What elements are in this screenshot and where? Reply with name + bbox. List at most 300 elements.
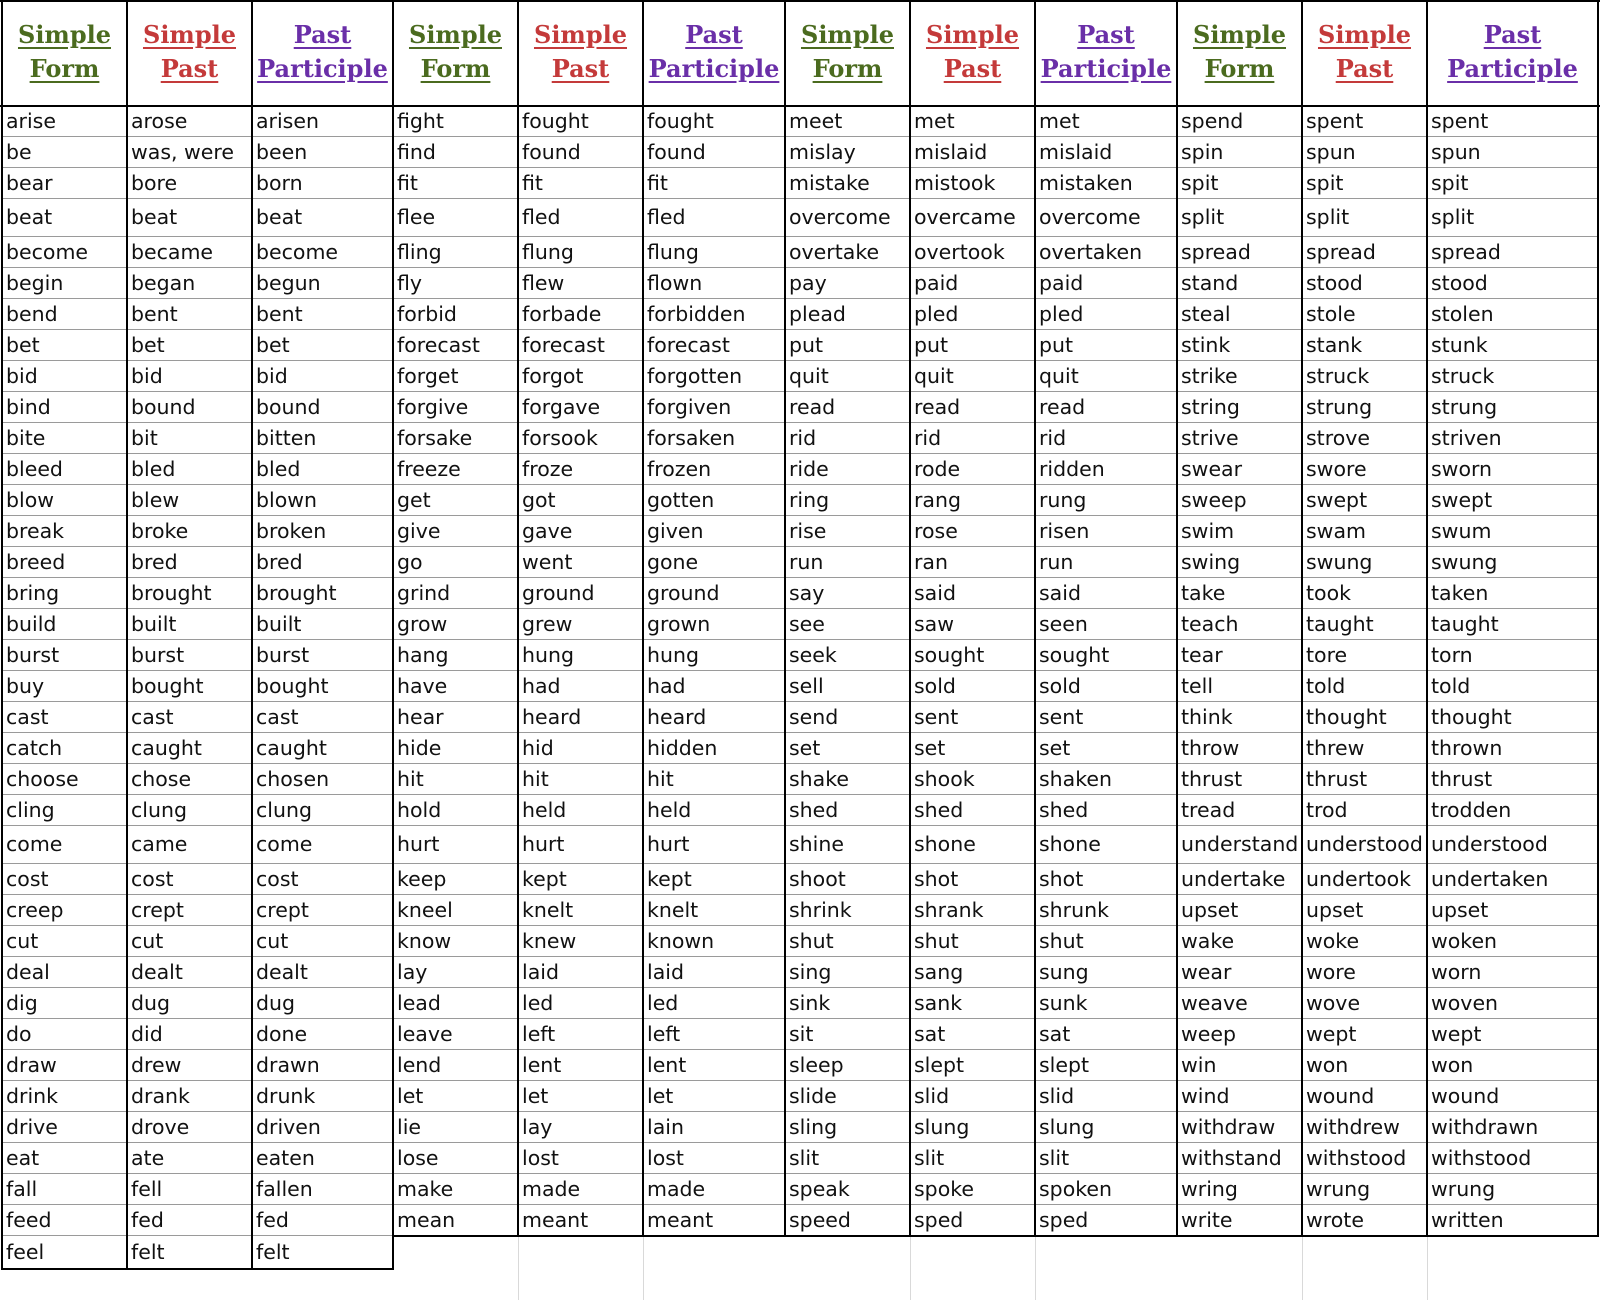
simple-past-cell: lent [522, 1052, 562, 1077]
past-participle-cell: forbidden [647, 301, 746, 326]
past-participle-cell: arisen [256, 108, 319, 133]
simple-form-cell: cast [6, 704, 49, 729]
simple-past-cell: hung [522, 642, 574, 667]
past-participle-cell: held [647, 797, 692, 822]
simple-form-cell: sell [789, 673, 824, 698]
simple-form-cell: creep [6, 897, 64, 922]
simple-form-cell: become [6, 239, 89, 264]
header-line-1: Simple [925, 20, 1019, 49]
simple-form-header [785, 0, 910, 104]
simple-form-cell: make [397, 1176, 454, 1201]
header-line-2: Past [1335, 54, 1394, 83]
past-participle-cell: sent [1039, 704, 1084, 729]
simple-past-cell: mislaid [914, 139, 988, 164]
header-line-2: Form [420, 54, 491, 83]
simple-past-cell: thrust [1306, 766, 1368, 791]
simple-past-cell: shrank [914, 897, 984, 922]
past-participle-cell: spoken [1039, 1176, 1112, 1201]
simple-form-cell: come [6, 832, 63, 856]
simple-past-cell: forsook [522, 425, 598, 450]
past-participle-cell: flown [647, 270, 703, 295]
simple-past-cell: blew [131, 487, 180, 512]
past-participle-cell: written [1431, 1207, 1504, 1232]
simple-past-cell: spent [1306, 108, 1364, 133]
past-participle-cell: forgotten [647, 363, 743, 388]
simple-past-cell: split [1306, 205, 1350, 229]
past-participle-cell: sunk [1039, 990, 1088, 1015]
simple-form-cell: grind [397, 580, 451, 605]
simple-past-cell: dug [131, 990, 171, 1015]
group-bottom-border [784, 1235, 1178, 1237]
simple-form-cell: drink [6, 1083, 59, 1108]
past-participle-cell: met [1039, 108, 1080, 133]
simple-past-cell: sang [914, 959, 964, 984]
past-participle-cell: let [647, 1083, 674, 1108]
simple-past-cell: wound [1306, 1083, 1375, 1108]
past-participle-header [643, 0, 785, 104]
past-participle-cell: said [1039, 580, 1081, 605]
past-participle-cell: dealt [256, 959, 308, 984]
simple-form-cell: begin [6, 270, 64, 295]
simple-past-cell: came [131, 832, 188, 856]
simple-past-cell: shot [914, 866, 959, 891]
simple-form-cell: give [397, 518, 441, 543]
simple-past-cell: threw [1306, 735, 1365, 760]
simple-past-cell: fought [522, 108, 589, 133]
header-line-1: Simple [1317, 20, 1411, 49]
past-participle-cell: clung [256, 797, 312, 822]
simple-past-cell: held [522, 797, 567, 822]
past-participle-cell: spit [1431, 170, 1469, 195]
header-line-1: Simple [1192, 20, 1286, 49]
simple-past-cell: meant [522, 1207, 589, 1232]
simple-past-cell: did [131, 1021, 163, 1046]
past-participle-cell: burst [256, 642, 310, 667]
simple-form-cell: mean [397, 1207, 456, 1232]
header-line-2: Form [29, 54, 100, 83]
simple-past-cell: withstood [1306, 1145, 1407, 1170]
simple-form-cell: have [397, 673, 448, 698]
simple-past-cell: woke [1306, 928, 1360, 953]
simple-form-cell: catch [6, 735, 63, 760]
past-participle-cell: set [1039, 735, 1071, 760]
simple-form-cell: get [397, 487, 431, 512]
past-participle-cell: fit [647, 170, 668, 195]
empty-grid-line [518, 1237, 519, 1300]
simple-past-cell: froze [522, 456, 574, 481]
past-participle-cell: built [256, 611, 302, 636]
empty-grid-line [910, 1237, 911, 1300]
simple-past-cell: wept [1306, 1021, 1357, 1046]
simple-form-cell: understand [1181, 832, 1299, 856]
simple-form-cell: break [6, 518, 65, 543]
past-participle-cell: cut [256, 928, 289, 953]
simple-form-cell: shrink [789, 897, 852, 922]
simple-past-cell: put [914, 332, 949, 357]
simple-past-cell: bought [131, 673, 204, 698]
simple-past-cell: sent [914, 704, 959, 729]
simple-form-cell: seek [789, 642, 837, 667]
past-participle-cell: bitten [256, 425, 317, 450]
past-participle-cell: rung [1039, 487, 1087, 512]
simple-form-cell: bid [6, 363, 38, 388]
simple-form-cell: fit [397, 170, 418, 195]
past-participle-cell: striven [1431, 425, 1502, 450]
past-participle-cell: bred [256, 549, 303, 574]
simple-form-cell: forget [397, 363, 459, 388]
simple-past-cell: won [1306, 1052, 1349, 1077]
simple-past-cell: thought [1306, 704, 1387, 729]
simple-form-cell: put [789, 332, 824, 357]
past-participle-cell: read [1039, 394, 1086, 419]
group-bottom-border [1, 1268, 394, 1270]
simple-past-cell: kept [522, 866, 567, 891]
past-participle-header [1427, 0, 1598, 104]
simple-form-cell: burst [6, 642, 60, 667]
simple-form-cell: be [6, 139, 32, 164]
empty-grid-line [1427, 1237, 1428, 1300]
header-line-1: Simple [408, 20, 502, 49]
simple-past-header [518, 0, 643, 104]
simple-form-cell: buy [6, 673, 45, 698]
past-participle-cell: lent [647, 1052, 687, 1077]
past-participle-cell: hurt [647, 832, 690, 856]
simple-past-cell: slung [914, 1114, 970, 1139]
past-participle-cell: slid [1039, 1083, 1075, 1108]
simple-form-cell: freeze [397, 456, 461, 481]
simple-form-cell: pay [789, 270, 827, 295]
simple-past-cell: stank [1306, 332, 1363, 357]
past-participle-cell: stolen [1431, 301, 1494, 326]
past-participle-cell: broken [256, 518, 327, 543]
simple-form-cell: breed [6, 549, 66, 574]
simple-past-cell: flung [522, 239, 574, 264]
simple-past-cell: drove [131, 1114, 190, 1139]
simple-form-cell: sing [789, 959, 832, 984]
simple-form-cell: sweep [1181, 487, 1247, 512]
past-participle-cell: put [1039, 332, 1074, 357]
simple-past-cell: rose [914, 518, 958, 543]
simple-form-cell: drive [6, 1114, 58, 1139]
header-line-1: Simple [800, 20, 894, 49]
past-participle-cell: run [1039, 549, 1074, 574]
simple-past-cell: sped [914, 1207, 964, 1232]
simple-form-cell: string [1181, 394, 1240, 419]
simple-past-cell: understood [1306, 832, 1423, 856]
simple-past-cell: cut [131, 928, 164, 953]
simple-form-cell: shine [789, 832, 844, 856]
column-divider [909, 0, 911, 1236]
simple-past-cell: drew [131, 1052, 182, 1077]
past-participle-cell: hidden [647, 735, 718, 760]
simple-past-cell: knelt [522, 897, 574, 922]
simple-form-cell: say [789, 580, 825, 605]
past-participle-cell: slept [1039, 1052, 1090, 1077]
past-participle-cell: woken [1431, 928, 1498, 953]
simple-form-cell: undertake [1181, 866, 1286, 891]
simple-form-cell: speed [789, 1207, 851, 1232]
simple-form-cell: tell [1181, 673, 1214, 698]
simple-form-cell: bleed [6, 456, 63, 481]
simple-past-cell: led [522, 990, 554, 1015]
simple-past-cell: said [914, 580, 956, 605]
simple-form-cell: forgive [397, 394, 469, 419]
past-participle-cell: sat [1039, 1021, 1071, 1046]
simple-form-cell: withdraw [1181, 1114, 1276, 1139]
simple-form-cell: slide [789, 1083, 837, 1108]
simple-past-cell: fled [522, 205, 561, 229]
past-participle-cell: crept [256, 897, 309, 922]
simple-past-cell: forgot [522, 363, 584, 388]
past-participle-cell: withstood [1431, 1145, 1532, 1170]
column-divider [1301, 0, 1303, 1236]
past-participle-cell: overcome [1039, 205, 1141, 229]
simple-past-cell: found [522, 139, 581, 164]
simple-form-cell: set [789, 735, 821, 760]
simple-form-cell: build [6, 611, 57, 636]
past-participle-cell: wrung [1431, 1176, 1496, 1201]
simple-form-cell: bend [6, 301, 58, 326]
simple-form-cell: do [6, 1021, 32, 1046]
simple-past-cell: spread [1306, 239, 1376, 264]
past-participle-cell: given [647, 518, 704, 543]
simple-form-cell: cling [6, 797, 55, 822]
simple-form-cell: quit [789, 363, 829, 388]
simple-past-cell: set [914, 735, 946, 760]
simple-past-cell: slept [914, 1052, 965, 1077]
column-divider [784, 0, 786, 1236]
past-participle-cell: drawn [256, 1052, 320, 1077]
past-participle-cell: shot [1039, 866, 1084, 891]
simple-past-cell: gave [522, 518, 573, 543]
past-participle-cell: paid [1039, 270, 1084, 295]
simple-past-cell: slit [914, 1145, 945, 1170]
simple-past-cell: trod [1306, 797, 1348, 822]
simple-past-cell: grew [522, 611, 573, 636]
simple-form-cell: stink [1181, 332, 1231, 357]
simple-past-cell: swept [1306, 487, 1368, 512]
past-participle-cell: beat [256, 205, 303, 229]
past-participle-cell: done [256, 1021, 308, 1046]
column-divider [1426, 0, 1428, 1236]
simple-form-cell: beat [6, 205, 53, 229]
past-participle-cell: fallen [256, 1176, 313, 1201]
simple-form-cell: lead [397, 990, 441, 1015]
simple-form-cell: overcome [789, 205, 891, 229]
simple-past-cell: stole [1306, 301, 1356, 326]
simple-past-cell: took [1306, 580, 1351, 605]
simple-form-cell: bet [6, 332, 40, 357]
past-participle-cell: taken [1431, 580, 1489, 605]
simple-form-cell: weep [1181, 1021, 1237, 1046]
past-participle-cell: swung [1431, 549, 1498, 574]
simple-form-cell: slit [789, 1145, 820, 1170]
simple-form-cell: mislay [789, 139, 856, 164]
past-participle-cell: flung [647, 239, 699, 264]
past-participle-cell: worn [1431, 959, 1482, 984]
simple-past-cell: ran [914, 549, 948, 574]
simple-form-cell: shoot [789, 866, 846, 891]
simple-form-cell: forecast [397, 332, 480, 357]
simple-form-cell: fling [397, 239, 442, 264]
past-participle-cell: laid [647, 959, 684, 984]
past-participle-cell: ground [647, 580, 720, 605]
simple-form-cell: upset [1181, 897, 1239, 922]
simple-past-cell: bore [131, 170, 178, 195]
simple-form-cell: choose [6, 766, 79, 791]
simple-form-cell: meet [789, 108, 843, 133]
simple-form-cell: strike [1181, 363, 1238, 388]
simple-past-cell: hurt [522, 832, 565, 856]
header-line-1: Simple [17, 20, 111, 49]
past-participle-cell: made [647, 1176, 706, 1201]
simple-form-cell: sit [789, 1021, 814, 1046]
column-divider [642, 0, 644, 1236]
simple-form-cell: lend [397, 1052, 442, 1077]
simple-form-header [2, 0, 127, 104]
past-participle-cell: sworn [1431, 456, 1493, 481]
simple-form-cell: forbid [397, 301, 457, 326]
past-participle-cell: overtaken [1039, 239, 1143, 264]
simple-form-cell: dig [6, 990, 38, 1015]
simple-past-cell: caught [131, 735, 202, 760]
past-participle-cell: slit [1039, 1145, 1070, 1170]
simple-form-cell: withstand [1181, 1145, 1282, 1170]
past-participle-cell: born [256, 170, 303, 195]
past-participle-cell: swept [1431, 487, 1493, 512]
past-participle-cell: quit [1039, 363, 1079, 388]
past-participle-cell: shone [1039, 832, 1101, 856]
simple-form-cell: steal [1181, 301, 1231, 326]
past-participle-cell: sped [1039, 1207, 1089, 1232]
simple-past-cell: sat [914, 1021, 946, 1046]
simple-form-cell: let [397, 1083, 424, 1108]
simple-form-cell: bite [6, 425, 46, 450]
simple-past-cell: read [914, 394, 961, 419]
simple-past-cell: upset [1306, 897, 1364, 922]
header-line-1: Simple [142, 20, 236, 49]
past-participle-cell: won [1431, 1052, 1474, 1077]
past-participle-cell: spent [1431, 108, 1489, 133]
simple-past-cell: arose [131, 108, 188, 133]
past-participle-cell: dug [256, 990, 296, 1015]
simple-past-cell: ate [131, 1145, 165, 1170]
simple-form-cell: shut [789, 928, 834, 953]
simple-past-cell: clung [131, 797, 187, 822]
header-line-2: Past [160, 54, 219, 83]
past-participle-cell: known [647, 928, 715, 953]
past-participle-cell: frozen [647, 456, 712, 481]
past-participle-cell: wound [1431, 1083, 1500, 1108]
simple-form-cell: keep [397, 866, 447, 891]
past-participle-cell: driven [256, 1114, 321, 1139]
simple-form-cell: ride [789, 456, 829, 481]
simple-past-cell: strung [1306, 394, 1373, 419]
simple-form-cell: take [1181, 580, 1226, 605]
header-line-2: Past [943, 54, 1002, 83]
past-participle-cell: had [647, 673, 686, 698]
simple-past-cell: taught [1306, 611, 1374, 636]
simple-past-cell: bound [131, 394, 196, 419]
past-participle-cell: shut [1039, 928, 1084, 953]
simple-past-cell: hid [522, 735, 554, 760]
simple-form-cell: see [789, 611, 825, 636]
simple-past-cell: swam [1306, 518, 1366, 543]
past-participle-cell: taught [1431, 611, 1499, 636]
simple-past-cell: spoke [914, 1176, 974, 1201]
past-participle-cell: struck [1431, 363, 1495, 388]
simple-form-cell: fight [397, 108, 444, 133]
past-participle-cell: mistaken [1039, 170, 1133, 195]
past-participle-cell: withdrawn [1431, 1114, 1539, 1139]
simple-form-cell: spin [1181, 139, 1224, 164]
past-participle-cell: felt [256, 1239, 290, 1264]
simple-past-cell: cast [131, 704, 174, 729]
past-participle-cell: fed [256, 1207, 289, 1232]
simple-past-cell: beat [131, 205, 178, 229]
past-participle-cell: bound [256, 394, 321, 419]
past-participle-cell: cost [256, 866, 299, 891]
simple-past-cell: laid [522, 959, 559, 984]
top-border [0, 0, 1600, 2]
past-participle-cell: kept [647, 866, 692, 891]
past-participle-cell: spread [1431, 239, 1501, 264]
simple-form-cell: hurt [397, 832, 440, 856]
simple-past-cell: made [522, 1176, 581, 1201]
past-participle-cell: bid [256, 363, 288, 388]
simple-past-cell: sold [914, 673, 956, 698]
simple-form-cell: spit [1181, 170, 1219, 195]
past-participle-cell: stunk [1431, 332, 1488, 357]
past-participle-cell: meant [647, 1207, 714, 1232]
past-participle-cell: hit [647, 766, 674, 791]
past-participle-cell: forecast [647, 332, 730, 357]
past-participle-cell: begun [256, 270, 321, 295]
simple-form-cell: fly [397, 270, 423, 295]
simple-form-cell: write [1181, 1207, 1233, 1232]
simple-form-cell: bring [6, 580, 60, 605]
past-participle-cell: upset [1431, 897, 1489, 922]
simple-form-cell: eat [6, 1145, 40, 1170]
column-divider [251, 0, 253, 1269]
simple-form-cell: ring [789, 487, 830, 512]
simple-past-cell: felt [131, 1239, 165, 1264]
past-participle-cell: spun [1431, 139, 1481, 164]
header-line-2: Form [812, 54, 883, 83]
simple-past-cell: spun [1306, 139, 1356, 164]
past-participle-cell: drunk [256, 1083, 316, 1108]
simple-past-cell: drank [131, 1083, 190, 1108]
past-participle-cell: left [647, 1021, 681, 1046]
past-participle-cell: mislaid [1039, 139, 1113, 164]
simple-form-cell: find [397, 139, 436, 164]
simple-form-cell: feed [6, 1207, 52, 1232]
past-participle-cell: slung [1039, 1114, 1095, 1139]
past-participle-cell: gone [647, 549, 699, 574]
simple-form-cell: throw [1181, 735, 1240, 760]
simple-past-cell: went [522, 549, 573, 574]
simple-form-cell: forsake [397, 425, 473, 450]
past-participle-cell: knelt [647, 897, 699, 922]
simple-form-cell: shake [789, 766, 849, 791]
past-participle-cell: stood [1431, 270, 1488, 295]
simple-past-cell: rang [914, 487, 961, 512]
simple-form-cell: hit [397, 766, 424, 791]
past-participle-cell: fought [647, 108, 714, 133]
simple-form-cell: tear [1181, 642, 1223, 667]
simple-form-cell: swear [1181, 456, 1243, 481]
past-participle-cell: risen [1039, 518, 1090, 543]
